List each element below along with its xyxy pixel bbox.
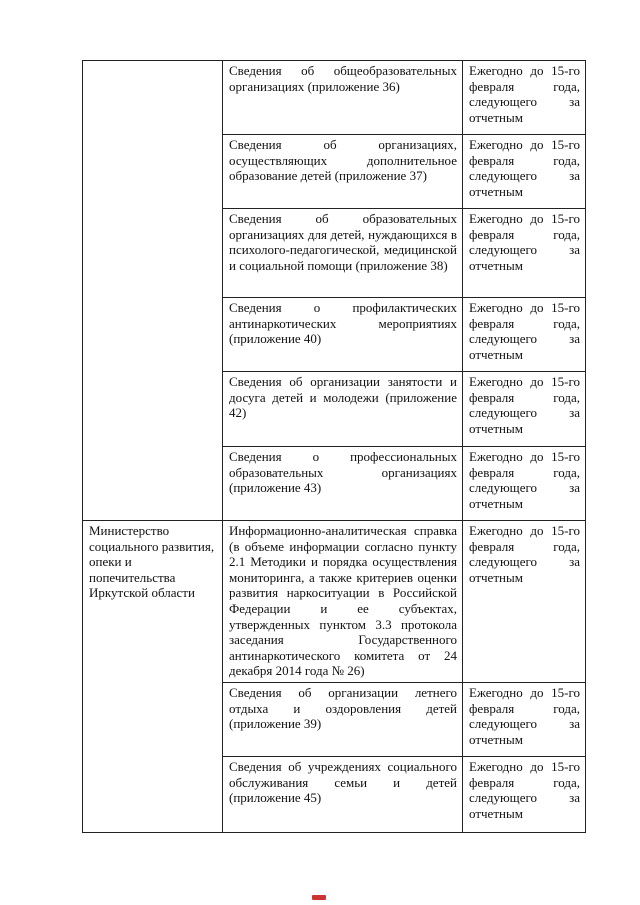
deadline-cell: Ежегодно до 15-го февраля года, следующего за отчетным xyxy=(463,372,586,447)
report-cell: Сведения о профессиональных образовательных организациях (приложение 43) xyxy=(223,447,463,521)
deadline-cell: Ежегодно до 15-го февраля года, следующего за отчетным xyxy=(463,683,586,757)
organization-cell-empty xyxy=(83,61,223,521)
table-row xyxy=(83,61,586,135)
report-cell: Сведения об организации занятости и досуга детей и молодежи (приложение 42) xyxy=(223,372,463,447)
report-cell: Сведения об организации летнего отдыха и оздоровления детей (приложение 39) xyxy=(223,683,463,757)
deadline-cell: Ежегодно до 15-го февраля года, следующего за отчетным xyxy=(463,521,586,683)
report-cell: Сведения об организациях, осуществляющих дополнительное образование детей (приложение 37) xyxy=(223,135,463,209)
organization-cell: Министерство социального развития, опеки и попечительства Иркутской области xyxy=(83,521,223,833)
scan-edge-mark xyxy=(312,895,326,900)
deadline-cell: Ежегодно до 15-го февраля года, следующего за отчетным xyxy=(463,757,586,833)
deadline-cell: Ежегодно до 15-го февраля года, следующего за отчетным xyxy=(463,135,586,209)
deadline-cell: Ежегодно до 15-го февраля года, следующего за отчетным xyxy=(463,298,586,372)
deadline-cell: Ежегодно до 15-го февраля года, следующего за отчетным xyxy=(463,447,586,521)
deadline-cell: Ежегодно до 15-го февраля года, следующего за отчетным xyxy=(463,61,586,135)
deadline-cell: Ежегодно до 15-го февраля года, следующего за отчетным xyxy=(463,209,586,298)
report-cell: Сведения об общеобразовательных организациях (приложение 36) xyxy=(223,61,463,135)
report-cell: Информационно-аналитическая справка (в объеме информации согласно пункту 2.1 Методики и порядка осуществления мониторинга, а также критериев оценки развития наркоситуации в Российской Федерации и ее субъектах, утвержденных пунктом 3.3 протокола заседания Государственного антинаркотического комитета от 24 декабря 2014 года № 26) xyxy=(223,521,463,683)
report-cell: Сведения о профилактических антинаркотических мероприятиях (приложение 40) xyxy=(223,298,463,372)
report-cell: Сведения об образовательных организациях для детей, нуждающихся в психолого-педагогической, медицинской и социальной помощи (приложение 38) xyxy=(223,209,463,298)
reporting-table xyxy=(82,60,586,833)
table-row xyxy=(83,521,586,683)
report-cell: Сведения об учреждениях социального обслуживания семьи и детей (приложение 45) xyxy=(223,757,463,833)
